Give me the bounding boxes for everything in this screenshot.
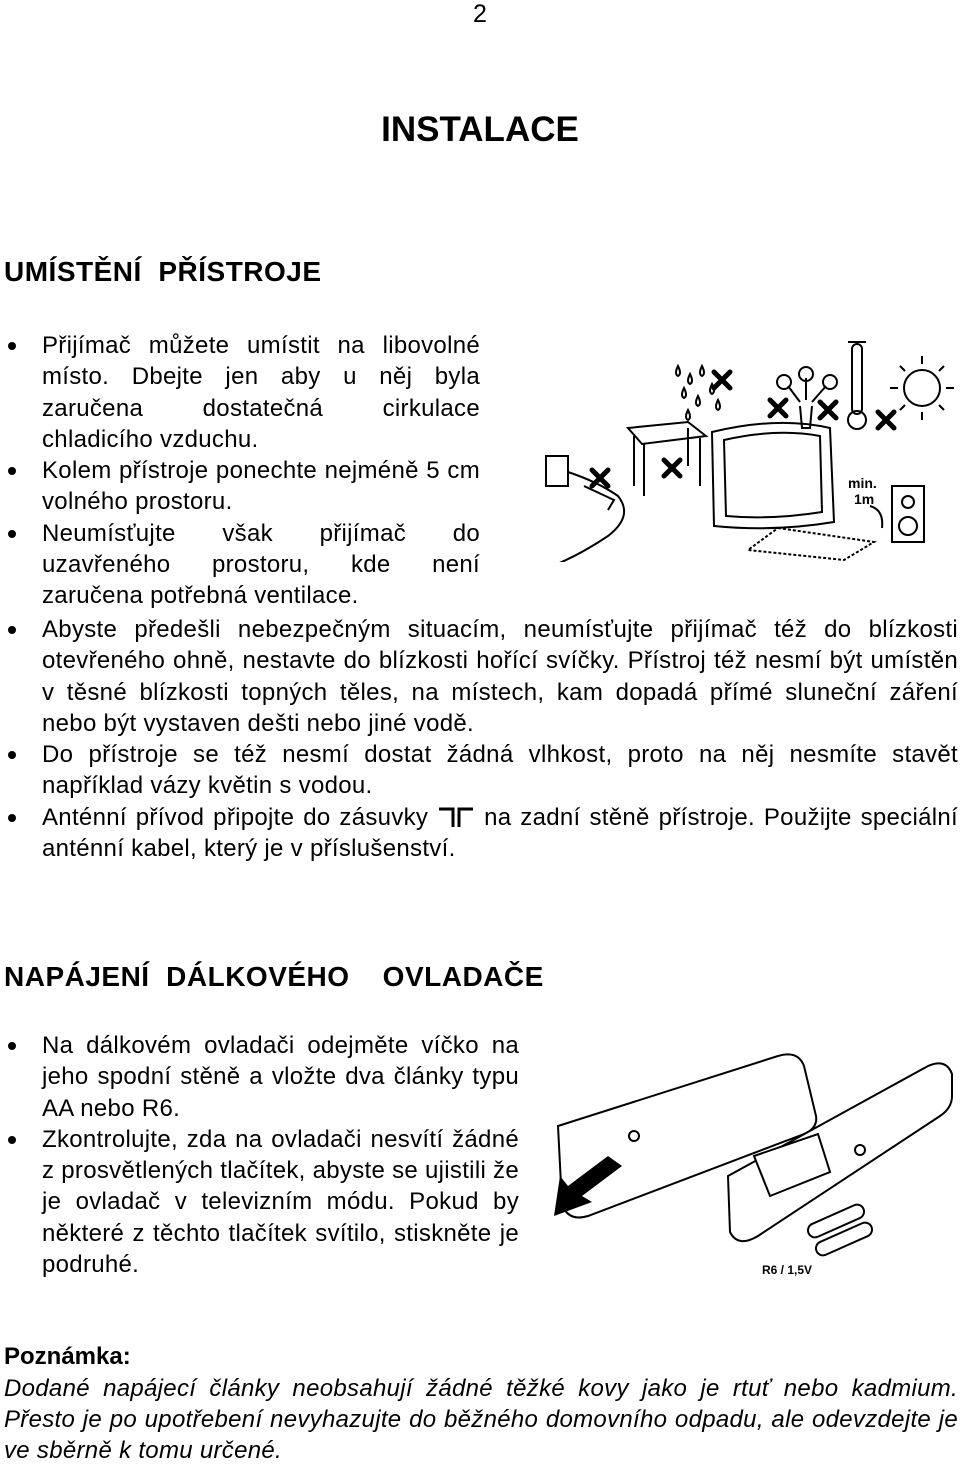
list-item: Do přístroje se též nesmí dostat žádná vlhkost, proto na něj nesmíte stavět například vázy květin s vodou. (4, 739, 958, 802)
page-number: 2 (473, 0, 487, 28)
tv-icon (712, 367, 837, 528)
list-item: Neumísťujte však přijímač do uzavřeného prostoru, kde není zaručena potřebná ventilace. (4, 518, 480, 612)
socket-icon (546, 456, 624, 562)
list-item: Kolem přístroje ponechte nejméně 5 cm volného prostoru. (4, 455, 480, 518)
battery-label: R6 / 1,5V (762, 1263, 813, 1277)
remote-battery-illustration (548, 1036, 956, 1286)
page-title: INSTALACE (381, 110, 579, 149)
section-title-placement: UMÍSTĚNÍ PŘÍSTROJE (4, 256, 322, 287)
placement-list-full (4, 614, 958, 864)
list-item: Přijímač můžete umístit na libovolné místo. Dbejte jen aby u něj byla zaručena dostatečná cirkulace chladicího vzduchu. (4, 330, 480, 455)
speaker-icon (892, 486, 924, 542)
not-allowed-icons (592, 372, 894, 486)
remote-power-list (4, 1030, 519, 1280)
table-icon (628, 422, 706, 496)
placement-illustration (538, 336, 958, 562)
antenna-text-before: Anténní přívod připojte do zásuvky (42, 803, 438, 831)
note-title: Poznámka: (4, 1343, 131, 1370)
list-item: Na dálkovém ovladači odejměte víčko na jeho spodní stěně a vložte dva články typu AA nebo R6. (4, 1030, 519, 1124)
list-item (4, 802, 958, 865)
distance-label: min. 1m (848, 475, 877, 507)
list-item: Zkontrolujte, zda na ovladači nesvítí žádné z prosvětlených tlačítek, abyste se ujistili že je ovladač v televizním módu. Pokud by některé z těchto tlačítek svítilo, stiskněte je podruhé. (4, 1124, 519, 1280)
section-title-remote-power: NAPÁJENÍ DÁLKOVÉHO OVLADAČE (4, 961, 544, 992)
placement-list-left (4, 330, 480, 612)
list-item: Abyste předešli nebezpečným situacím, neumísťujte přijímač též do blízkosti otevřeného ohně, nestavte do blízkosti hořící svíčky. Přístroj též nesmí být umístěn v těsné blízkosti topných těles, na místech, kam dopadá přímé sluneční záření nebo být vystaven dešti nebo jiné vodě. (4, 614, 958, 739)
note-text: Dodané napájecí články neobsahují žádné těžké kovy jako je rtuť nebo kadmium. Přesto je po upotřebení nevyhazujte do běžného domovního odpadu, ale odevzdejte je ve sběrně k tomu určené. (4, 1375, 958, 1464)
antenna-socket-icon (437, 806, 475, 828)
antenna-text-after: na zadní stěně přístroje. Použijte speciální anténní kabel, který je v příslušenství. (42, 803, 958, 863)
thermometer-icon (848, 342, 866, 429)
sun-icon (890, 356, 954, 420)
